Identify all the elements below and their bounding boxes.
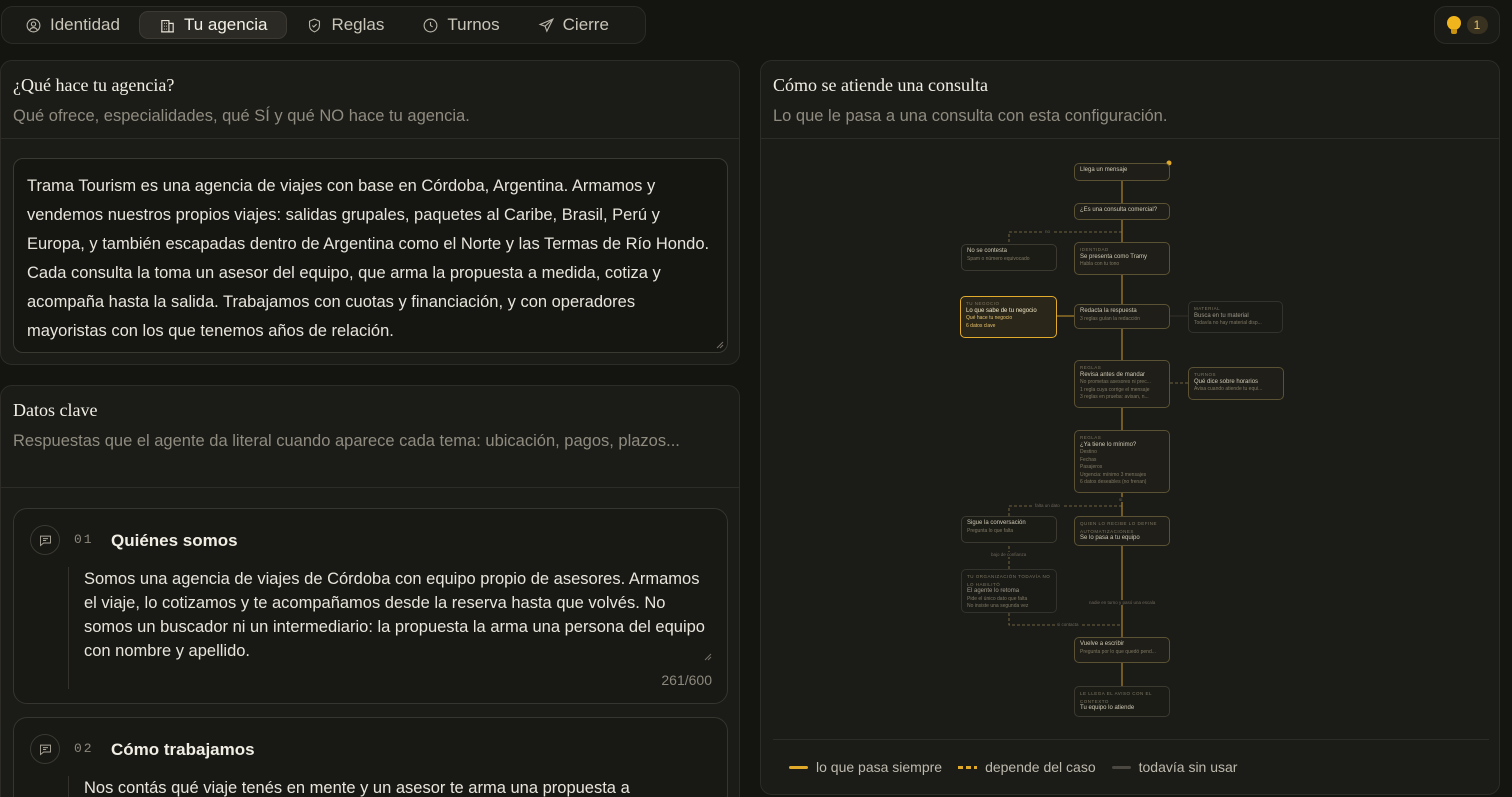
node-no-org[interactable]: TU ORGANIZACIÓN TODAVÍA NO LO HABILITÓ El agente lo retoma Pide el único dato que falta No insiste una segunda vez bbox=[961, 569, 1057, 613]
card-title-input[interactable]: Cómo trabajamos bbox=[111, 740, 255, 759]
user-circle-icon bbox=[25, 17, 42, 34]
node-no-answer[interactable]: No se contesta Spam o número equivocado bbox=[961, 244, 1057, 271]
panel-subtitle: Qué ofrece, especialidades, qué SÍ y qué NO hace tu agencia. bbox=[13, 107, 470, 125]
panel-header bbox=[1, 386, 739, 488]
legend-solid-swatch bbox=[789, 766, 808, 769]
tab-tu-agencia[interactable] bbox=[139, 11, 287, 39]
tab-cierre[interactable] bbox=[519, 11, 628, 39]
node-rewrite[interactable]: Vuelve a escribir Pregunta por lo que quedó pend... bbox=[1074, 637, 1170, 663]
flow-diagram bbox=[761, 139, 1500, 739]
legend-item bbox=[789, 759, 942, 775]
edge-label: sí bbox=[1119, 497, 1123, 502]
legend-label: todavía sin usar bbox=[1138, 759, 1238, 775]
chat-bubble-icon bbox=[30, 734, 60, 764]
card-body-textarea[interactable]: Somos una agencia de viajes de Córdoba con equipo propio de asesores. Armamos el viaje, lo cotizamos y te acompañamos desde la reserva hasta que volvés. No somos un buscador ni un intermediario: la propuesta la arma una persona del equipo con nombre y apellido. bbox=[84, 570, 705, 660]
flow-panel bbox=[760, 60, 1500, 795]
resize-handle-icon[interactable] bbox=[716, 341, 724, 349]
card-divider bbox=[68, 567, 69, 689]
key-data-panel bbox=[0, 385, 740, 797]
flow-legend bbox=[773, 739, 1489, 794]
node-shifts[interactable]: TURNOS Qué dice sobre horarios Avisa cuando atiende tu equi... bbox=[1188, 367, 1284, 400]
clock-icon bbox=[422, 17, 439, 34]
node-draft[interactable]: Redacta la respuesta 3 reglas guían la redacción bbox=[1074, 304, 1170, 329]
node-rules[interactable]: REGLAS Revisa antes de mandar No prometas asesores ni prec... 1 regla cuya corrige el mensaje 3 reglas en prueba: avisan, n... bbox=[1074, 360, 1170, 408]
card-number: 01 bbox=[74, 532, 94, 547]
node-business[interactable]: TU NEGOCIO Lo que sabe de tu negocio Qué hace tu negocio 6 datos clave bbox=[960, 296, 1057, 338]
edge-label: bajo de confianza bbox=[991, 552, 1027, 557]
tab-reglas[interactable] bbox=[287, 11, 403, 39]
panel-title: Datos clave bbox=[13, 400, 98, 420]
shield-icon bbox=[306, 17, 323, 34]
key-data-card bbox=[13, 717, 728, 797]
chat-bubble-icon bbox=[30, 525, 60, 555]
business-description-textarea[interactable] bbox=[13, 158, 728, 353]
tab-label: Turnos bbox=[447, 15, 500, 34]
building-icon bbox=[159, 17, 176, 34]
business-panel bbox=[0, 60, 740, 365]
tab-label: Tu agencia bbox=[183, 15, 268, 34]
edge-label: si contacta bbox=[1057, 622, 1079, 627]
tab-label: Identidad bbox=[50, 15, 120, 34]
tab-label: Reglas bbox=[331, 15, 385, 34]
tab-label: Cierre bbox=[562, 15, 609, 34]
panel-subtitle: Respuestas que el agente da literal cuando aparece cada tema: ubicación, pagos, plazos... bbox=[13, 432, 680, 450]
node-commercial[interactable]: ¿Es una consulta comercial? bbox=[1074, 203, 1170, 220]
card-divider bbox=[68, 776, 69, 797]
resize-handle-icon[interactable] bbox=[704, 653, 712, 661]
key-data-card bbox=[13, 508, 728, 704]
legend-item bbox=[958, 759, 1096, 775]
panel-header bbox=[761, 61, 1499, 139]
hints-button[interactable] bbox=[1434, 6, 1500, 44]
edge-label: nadie en turno y pasó una escala bbox=[1089, 600, 1156, 605]
node-identity[interactable]: IDENTIDAD Se presenta como Tramy Habla con tu tono bbox=[1074, 242, 1170, 275]
node-handoff[interactable]: QUIEN LO RECIBE LO DEFINE AUTOMATIZACIONES Se lo pasa a tu equipo bbox=[1074, 516, 1170, 546]
node-minimum[interactable]: REGLAS ¿Ya tiene lo mínimo? Destino Fechas Pasajeros Urgencia: mínimo 3 mensajes 6 datos deseables (no frenan) bbox=[1074, 430, 1170, 493]
legend-item bbox=[1112, 759, 1238, 775]
node-team[interactable]: LE LLEGA EL AVISO CON EL CONTEXTO Tu equipo lo atiende bbox=[1074, 686, 1170, 717]
top-nav bbox=[1, 6, 646, 44]
node-arrive[interactable]: Llega un mensaje bbox=[1074, 163, 1170, 181]
panel-subtitle: Lo que le pasa a una consulta con esta configuración. bbox=[773, 107, 1168, 125]
panel-title: ¿Qué hace tu agencia? bbox=[13, 75, 175, 95]
legend-dashed-swatch bbox=[958, 766, 977, 769]
legend-label: lo que pasa siempre bbox=[816, 759, 943, 775]
char-count: 261/600 bbox=[661, 672, 712, 688]
card-body-textarea[interactable]: Nos contás qué viaje tenés en mente y un asesor te arma una propuesta a bbox=[84, 779, 630, 797]
panel-header bbox=[1, 61, 739, 139]
business-description-text: Trama Tourism es una agencia de viajes con base en Córdoba, Argentina. Armamos y vendemos nuestros propios viajes: salidas grupales, paquetes al Caribe, Brasil, Perú y Europa, y también escapadas dentro de Argentina como el Norte y las Termas de Río Hondo. Cada consulta la toma un asesor del equipo, que arma la propuesta a medida, cotiza y acompaña hasta la salida. Trabajamos con cuotas y financiación, y con operadores mayoristas con los que tenemos años de relación. bbox=[27, 177, 710, 340]
legend-grey-swatch bbox=[1112, 766, 1131, 769]
edge-label: no bbox=[1045, 229, 1051, 234]
send-icon bbox=[538, 17, 555, 34]
node-material[interactable]: MATERIAL Busca en tu material Todavía no hay material disp... bbox=[1188, 301, 1283, 333]
lightbulb-icon bbox=[1447, 16, 1461, 34]
edge-label: falta un dato bbox=[1035, 503, 1060, 508]
hints-count-badge: 1 bbox=[1467, 16, 1488, 34]
tab-turnos[interactable] bbox=[403, 11, 518, 39]
tab-identidad[interactable] bbox=[6, 11, 139, 39]
legend-label: depende del caso bbox=[985, 759, 1096, 775]
card-number: 02 bbox=[74, 741, 94, 756]
node-continue[interactable]: Sigue la conversación Pregunta lo que falta bbox=[961, 516, 1057, 543]
card-title-input[interactable]: Quiénes somos bbox=[111, 531, 238, 550]
panel-title: Cómo se atiende una consulta bbox=[773, 75, 988, 95]
